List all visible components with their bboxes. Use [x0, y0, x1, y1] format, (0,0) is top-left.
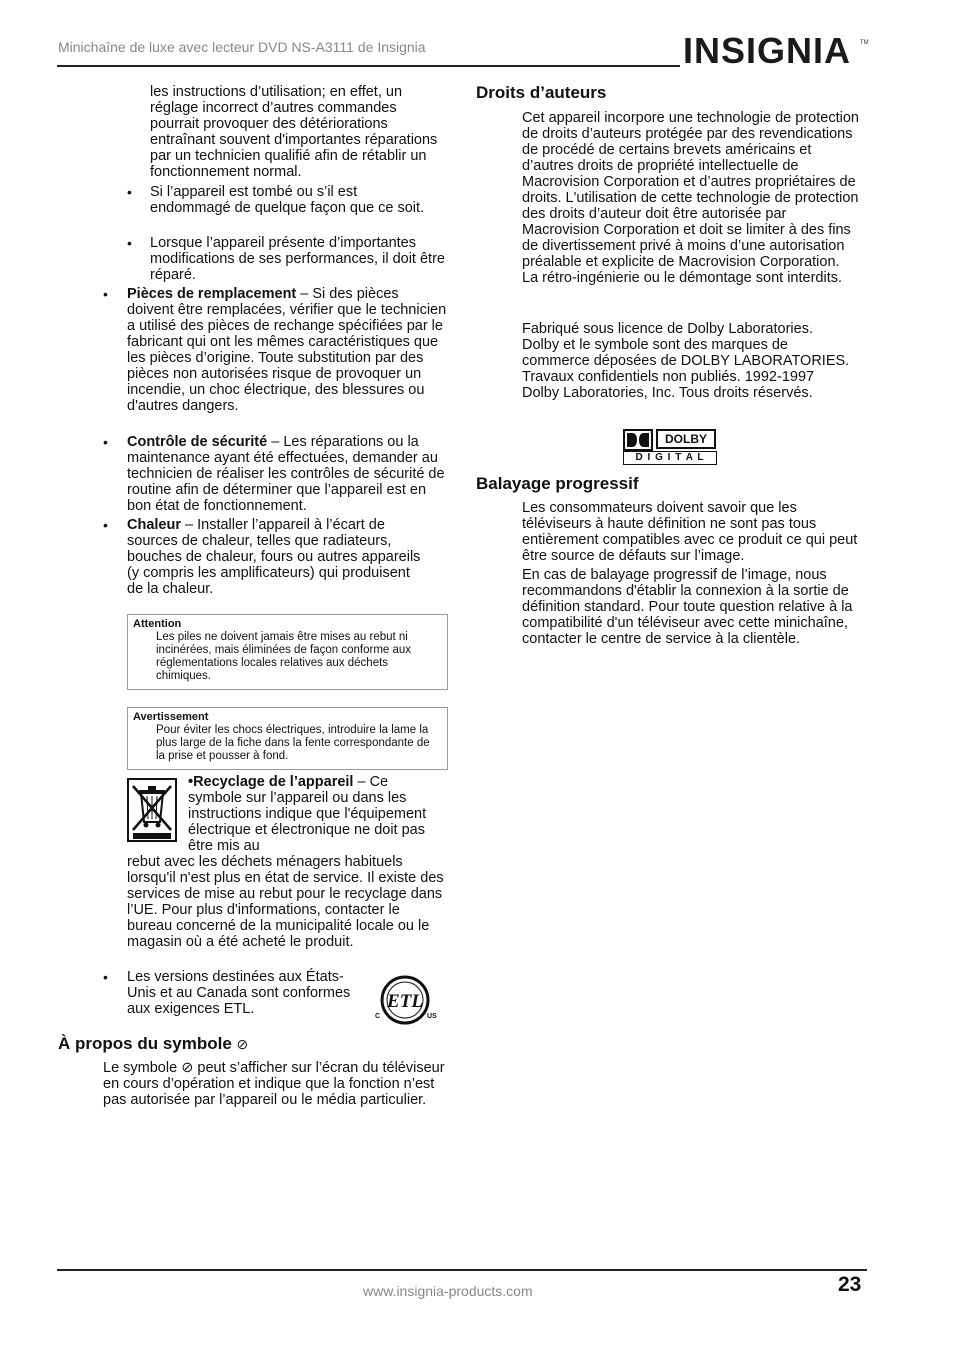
bullet-marker: •: [127, 184, 132, 200]
dolby-wordmark: DOLBY: [656, 429, 716, 449]
etl-mark-text: ETL: [387, 991, 423, 1012]
attention-box: [127, 614, 448, 690]
bullet-text: – Installer l’appareil à l’écart de sources de chaleur, telles que radiateurs, bouches de chaleur, fours ou autres appareils (y compris les amplificateurs) qui produisent de la chaleur.: [127, 517, 421, 597]
etl-compliance-text: Les versions destinées aux États-Unis et au Canada sont conformes aux exigences ETL.: [127, 969, 351, 1017]
symbol-section-heading: [58, 1034, 248, 1054]
dolby-digital-text: D I G I T A L: [623, 451, 717, 465]
symbol-section-paragraph: [103, 1060, 448, 1108]
weee-recycling-bin-icon: [127, 778, 177, 842]
etl-right-text: US: [427, 1013, 437, 1020]
bullet-marker: •: [103, 286, 108, 302]
sub-bullet-dropped: Si l’appareil est tombé ou s’il est endommagé de quelque façon que ce soit.: [150, 184, 425, 216]
progressive-scan-paragraph-1: Les consommateurs doivent savoir que les téléviseurs à haute définition ne sont pas tous entièrement compatibles avec ce produit ce qui peut être source de défauts sur l’image.: [522, 500, 858, 564]
bullet-marker: •: [127, 235, 132, 251]
trademark-mark: TM: [860, 40, 869, 46]
bullet-title: Pièces de remplacement: [127, 286, 297, 302]
recycling-title: •Recyclage de l’appareil: [188, 774, 354, 790]
bullet-title: Chaleur: [127, 517, 181, 533]
continued-paragraph: les instructions d’utilisation; en effet, un réglage incorrect d’autres commandes pourrait provoquer des détériorations entraînant souvent d'importantes réparations par un technicien qualifié afin de rétablir un fonctionnement normal.: [150, 84, 438, 180]
symbol-heading-text: À propos du symbole: [58, 1034, 232, 1053]
attention-label: Attention: [133, 618, 182, 630]
etl-left-text: C: [375, 1013, 381, 1020]
footer-url: www.insignia-products.com: [363, 1283, 533, 1299]
sub-bullet-performance: Lorsque l’appareil présente d’importantes modifications de ses performances, il doit être réparé.: [150, 235, 445, 283]
bullet-text: – Les réparations ou la maintenance ayant été effectuées, demander au technicien de réaliser les contrôles de sécurité de routine afin de déterminer que l’appareil est en bon état de fonctionnement.: [127, 434, 445, 514]
prohibited-symbol-icon: ⊘: [181, 1060, 194, 1076]
bullet-marker: •: [103, 969, 108, 985]
symbol-text-rest: peut s’afficher sur l’écran du téléviseur en cours d’opération et indique que la fonction n’est pas autorisée par l’appareil ou le média particulier.: [103, 1060, 445, 1108]
progressive-scan-heading: Balayage progressif: [476, 474, 639, 493]
symbol-text-lead: Le symbole: [103, 1060, 178, 1076]
footer-rule: [57, 1269, 867, 1271]
warning-label: Avertissement: [133, 711, 209, 723]
page-number: 23: [838, 1273, 862, 1296]
recycling-text-top: – Ce symbole sur l’appareil ou dans les instructions indique que l'équipement électrique et électronique ne doit pas être mis au: [188, 774, 427, 854]
copyright-heading: Droits d’auteurs: [476, 83, 607, 102]
bullet-safety-check: [127, 434, 447, 514]
recycling-text-bottom: rebut avec les déchets ménagers habituels lorsqu'il n'est plus en état de service. Il existe des services de mise au rebut pour le recyclage dans l’UE. Pour plus d'informations, contacter le bureau concerné de la municipalité locale ou le magasin où a été acheté le produit.: [127, 854, 444, 950]
double-d-icon: [623, 429, 653, 451]
bullet-marker: •: [103, 517, 108, 533]
dolby-license-paragraph: Fabriqué sous licence de Dolby Laboratories. Dolby et le symbole sont des marques de commerce déposées de DOLBY LABORATORIES. Travaux confidentiels non publiés. 1992-1997 Dolby Laboratories, Inc. Tous droits réservés.: [522, 321, 850, 401]
prohibited-symbol-icon: ⊘: [236, 1036, 249, 1052]
progressive-scan-paragraph-2: En cas de balayage progressif de l’image, nous recommandons d'établir la connexion à la sortie de définition standard. Pour toute question relative à la compatibilité d'un téléviseur avec cette minichaîne, contacter le centre de service à la clientèle.: [522, 567, 853, 647]
running-header-title: Minichaîne de luxe avec lecteur DVD NS-A3111 de Insignia: [58, 39, 426, 55]
bullet-title: Contrôle de sécurité: [127, 434, 268, 450]
bullet-heat: [127, 517, 427, 597]
bullet-replacement-parts: [127, 286, 447, 414]
attention-text: Les piles ne doivent jamais être mises au rebut ni incinérées, mais éliminées de façon conforme aux réglementations locales relatives aux déchets chimiques.: [156, 631, 412, 682]
warning-box: [127, 707, 448, 770]
recycling-bullet-top: [188, 774, 446, 854]
etl-listed-mark-icon: [369, 972, 441, 1028]
header-rule: [57, 65, 680, 67]
insignia-logo: INSIGNIA: [683, 30, 852, 71]
bullet-text: – Si des pièces doivent être remplacées, vérifier que le technicien a utilisé des pièces de rechange spécifiées par le fabricant qui ont les mêmes caractéristiques que les pièces d’origine. Toute substitution par des pièces non autorisées risque de provoquer un incendie, un choc électrique, des blessures ou d'autres dangers.: [127, 286, 447, 414]
bullet-marker: •: [103, 434, 108, 450]
dolby-digital-logo: [623, 429, 717, 465]
warning-text: Pour éviter les chocs électriques, introduire la lame la plus large de la fiche dans la fente correspondante de la prise et pousser à fond.: [156, 724, 430, 762]
copyright-paragraph: Cet appareil incorpore une technologie de protection de droits d’auteurs protégée par des revendications de procédé de certains brevets américains et d’autres droits de propriété intellectuelle de Macrovision Corporation et d’autres propriétaires de droits. L'utilisation de cette technologie de protection des droits d’auteur doit être autorisée par Macrovision Corporation et doit se limiter à des fins de divertissement privé à moins d’une autorisation préalable et explicite de Macrovision Corporation. La rétro-ingénierie ou le démontage sont interdits.: [522, 110, 859, 286]
